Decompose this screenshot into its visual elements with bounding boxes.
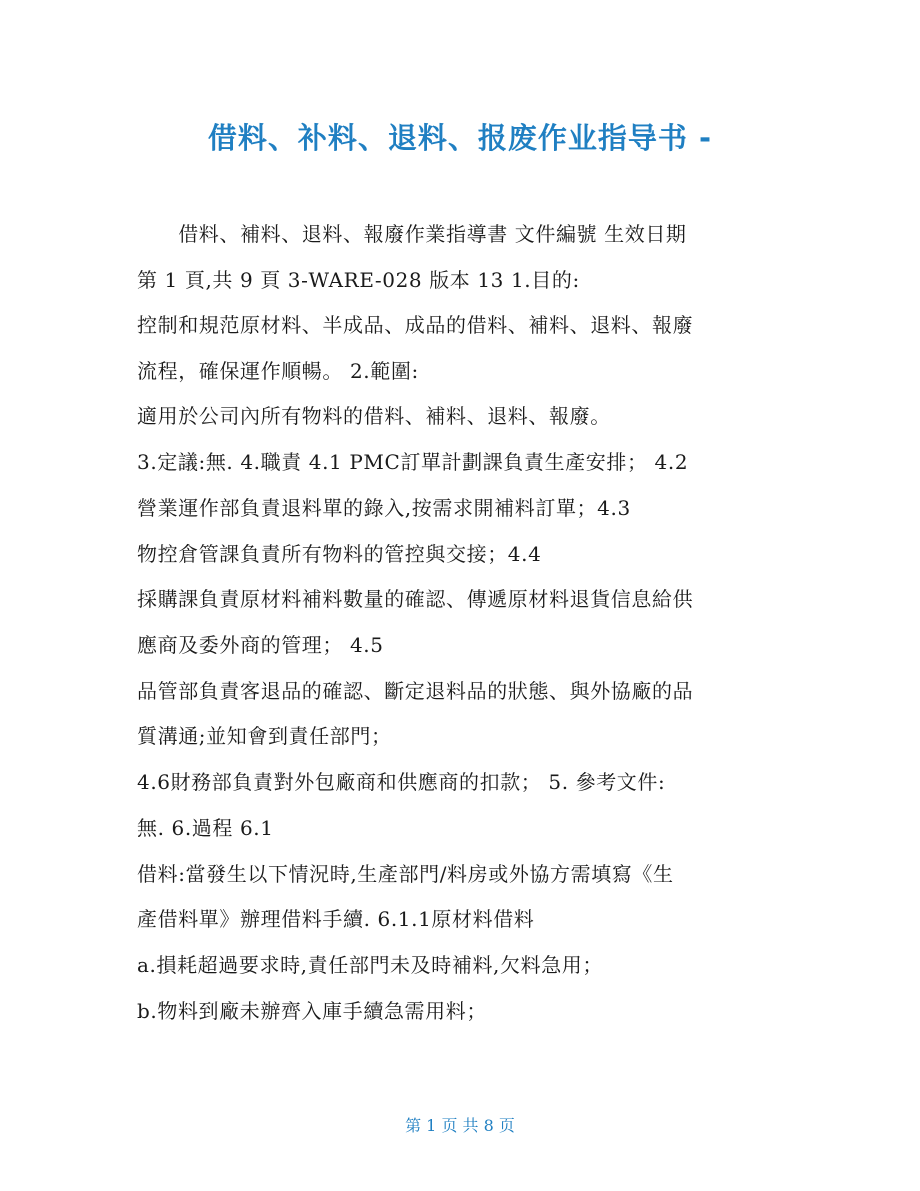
body-line: 第 1 頁,共 9 頁 3-WARE-028 版本 13 1.目的:	[137, 268, 580, 292]
body-line: 借料:當發生以下情況時,生產部門/料房或外協方需填寫《生	[137, 862, 674, 886]
page-title: 借料、补料、退料、报废作业指导书 -	[207, 121, 713, 155]
body-line: 3.定議:無. 4.職責 4.1 PMC訂單計劃課負責生產安排； 4.2	[137, 450, 689, 474]
body-line: 無. 6.過程 6.1	[137, 816, 274, 840]
body-line: a.損耗超過要求時,責任部門未及時補料,欠料急用；	[137, 953, 603, 977]
body-line: 採購課負責原材料補料數量的確認、傳遞原材料退貨信息給供	[137, 587, 694, 611]
body-line: 流程，確保運作順暢。 2.範圍:	[137, 359, 419, 383]
body-line: 物控倉管課負責所有物料的管控與交接；4.4	[137, 542, 542, 566]
body-line: 借料、補料、退料、報廢作業指導書 文件編號 生效日期	[137, 222, 687, 246]
page-footer: 第 1 页 共 8 页	[405, 1116, 515, 1135]
body-line: 應商及委外商的管理； 4.5	[137, 633, 384, 657]
body-line: b.物料到廠未辦齊入庫手續急需用料；	[137, 999, 487, 1023]
body-line: 質溝通;並知會到責任部門；	[137, 724, 392, 748]
body-line: 品管部負責客退品的確認、斷定退料品的狀態、與外協廠的品	[137, 679, 694, 703]
body-line: 控制和規范原材料、半成品、成品的借料、補料、退料、報廢	[137, 313, 694, 337]
body-line: 4.6財務部負責對外包廠商和供應商的扣款； 5. 參考文件:	[137, 770, 666, 794]
body-line: 產借料單》辦理借料手續. 6.1.1原材料借料	[137, 907, 535, 931]
body-line: 營業運作部負責退料單的錄入,按需求開補料訂單；4.3	[137, 496, 631, 520]
body-line: 適用於公司內所有物料的借料、補料、退料、報廢。	[137, 404, 611, 428]
